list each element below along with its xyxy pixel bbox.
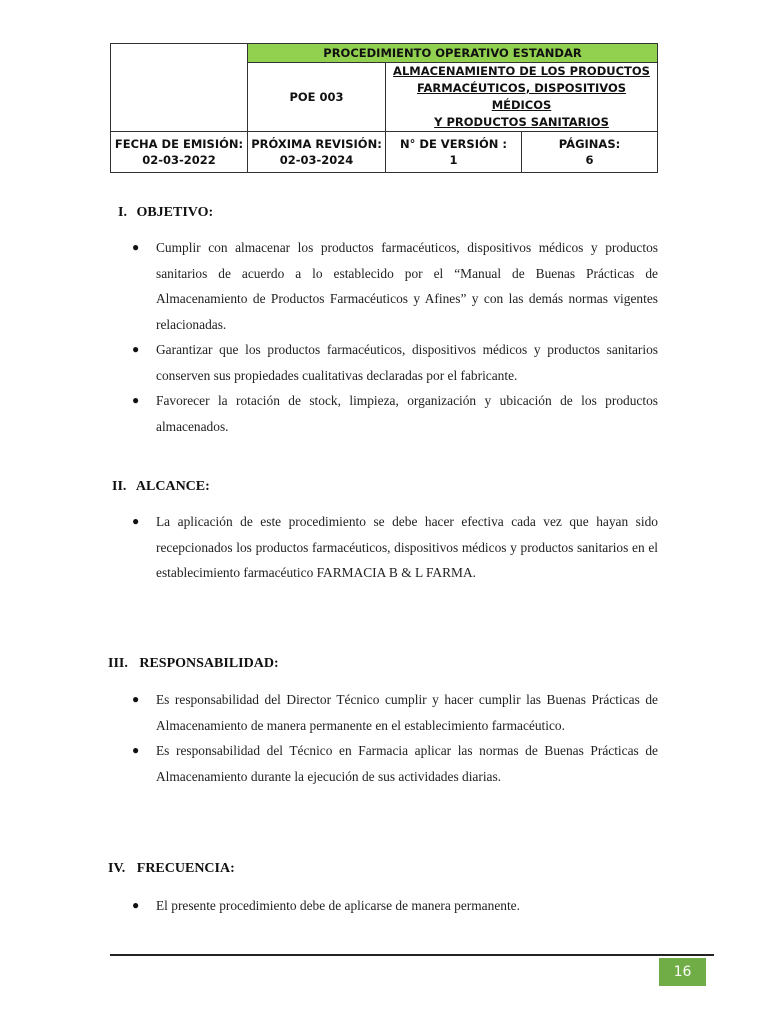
bullet-icon: ● xyxy=(132,393,140,407)
frecuencia-list xyxy=(130,893,658,919)
section-title: ALCANCE: xyxy=(135,479,210,494)
alcance-list xyxy=(130,509,658,586)
list-item: ● Es responsabilidad del Técnico en Farmacia aplicar las normas de Buenas Prácticas de Almacenamiento durante la ejecución de sus actividades diarias. xyxy=(130,738,658,789)
emission-value: 02-03-2022 xyxy=(142,153,216,167)
version-label: N° DE VERSIÓN : xyxy=(400,137,507,151)
emission-cell xyxy=(111,132,248,173)
bullet-icon: ● xyxy=(132,692,140,706)
bullet-icon: ● xyxy=(132,342,140,356)
section-number: III. xyxy=(108,656,128,671)
revision-value: 02-03-2024 xyxy=(279,153,354,167)
revision-label: PRÓXIMA REVISIÓN: xyxy=(251,137,382,151)
footer-divider xyxy=(110,954,714,956)
section-objetivo-heading xyxy=(118,205,213,221)
bullet-icon: ● xyxy=(132,743,140,757)
section-number: I. xyxy=(118,205,127,220)
bullet-icon: ● xyxy=(132,514,140,528)
list-item: ● La aplicación de este procedimiento se debe hacer efectiva cada vez que hayan sido recepcionados los productos farmacéuticos, dispositivos médicos y productos sanitarios en el establecimiento farmacéutico FARMACIA B & L FARMA. xyxy=(130,509,658,586)
list-item: ● El presente procedimiento debe de aplicarse de manera permanente. xyxy=(130,893,658,919)
list-item: ● Garantizar que los productos farmacéuticos, dispositivos médicos y productos sanitarios conserven sus propiedades cualitativas declaradas por el fabricante. xyxy=(130,337,658,388)
list-item: ● Cumplir con almacenar los productos farmacéuticos, dispositivos médicos y productos sanitarios de acuerdo a lo establecido por el “Manual de Buenas Prácticas de Almacenamiento de Productos Farmacéuticos y Afines” y con las demás normas vigentes relacionadas. xyxy=(130,235,658,337)
objetivo-list xyxy=(130,235,658,439)
emission-label: FECHA DE EMISIÓN: xyxy=(114,137,244,151)
version-value: 1 xyxy=(449,153,458,167)
section-title: OBJETIVO: xyxy=(136,205,214,220)
section-frecuencia-heading xyxy=(108,861,235,877)
section-number: II. xyxy=(112,479,127,494)
header-table xyxy=(110,43,658,173)
responsabilidad-list xyxy=(130,687,658,789)
procedure-code: POE 003 xyxy=(248,63,386,132)
page-number: 16 xyxy=(659,958,706,986)
section-responsabilidad-heading xyxy=(108,656,279,672)
section-number: IV. xyxy=(108,861,126,876)
pages-cell xyxy=(522,132,658,173)
list-item: ● Es responsabilidad del Director Técnico cumplir y hacer cumplir las Buenas Prácticas de Almacenamiento de manera permanente en el establecimiento farmacéutico. xyxy=(130,687,658,738)
revision-cell xyxy=(248,132,386,173)
section-title: RESPONSABILIDAD: xyxy=(139,656,279,671)
subject-line-1: ALMACENAMIENTO DE LOS PRODUCTOS xyxy=(393,64,650,78)
pages-label: PÁGINAS: xyxy=(558,137,621,151)
section-alcance-heading xyxy=(112,479,210,495)
procedure-subject xyxy=(386,63,658,132)
version-cell xyxy=(386,132,522,173)
logo-cell xyxy=(111,44,248,132)
list-item: ● Favorecer la rotación de stock, limpieza, organización y ubicación de los productos almacenados. xyxy=(130,388,658,439)
subject-line-3: Y PRODUCTOS SANITARIOS xyxy=(434,115,609,129)
section-title: FRECUENCIA: xyxy=(136,861,235,876)
bullet-icon: ● xyxy=(132,898,140,912)
subject-line-2: FARMACÉUTICOS, DISPOSITIVOS MÉDICOS xyxy=(416,81,627,112)
bullet-icon: ● xyxy=(132,240,140,254)
pages-value: 6 xyxy=(585,153,594,167)
procedure-title: PROCEDIMIENTO OPERATIVO ESTANDAR xyxy=(248,44,658,63)
